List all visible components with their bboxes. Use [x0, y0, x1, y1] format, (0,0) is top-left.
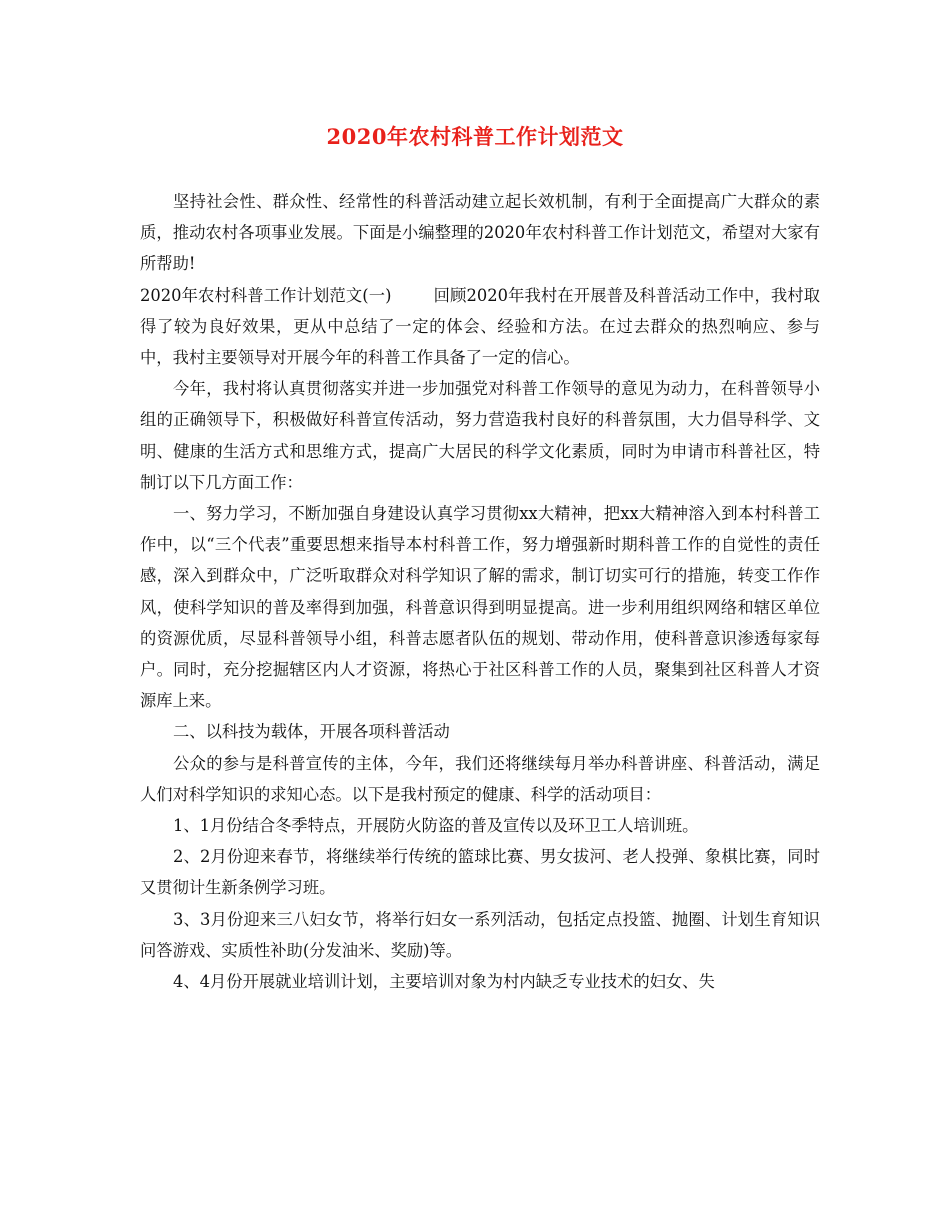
heading-two: 二、以科技为载体，开展各项科普活动 — [173, 722, 450, 742]
intro-paragraph: 坚持社会性、群众性、经常性的科普活动建立起长效机制，有利于全面提高广大群众的素质，推动农村各项事业发展。下面是小编整理的2020年农村科普工作计划范文，希望对大家有所帮助! — [140, 192, 820, 274]
study-paragraph: 一、努力学习，不断加强自身建设认真学习贯彻xx大精神，把xx大精神溶入到本村科普工作中，以“三个代表”重要思想来指导本村科普工作，努力增强新时期科普工作的自觉性的责任感，深入到群众中，广泛听取群众对科学知识了解的需求，制订切实可行的措施，转变工作作风，使科学知识的普及率得到加强，科普意识得到明显提高。进一步利用组织网络和辖区单位的资源优质，尽显科普领导小组，科普志愿者队伍的规划、带动作用，使科普意识渗透每家每户。同时，充分挖掘辖区内人才资源，将热心于社区科普工作的人员，聚集到社区科普人才资源库上来。 — [140, 504, 820, 711]
list-item-4: 4、4月份开展就业培训计划，主要培训对象为村内缺乏专业技术的妇女、失 — [173, 972, 715, 992]
document-title: 2020年农村科普工作计划范文 — [326, 124, 624, 149]
plan-paragraph: 今年，我村将认真贯彻落实并进一步加强党对科普工作领导的意见为动力，在科普领导小组的正确领导下，积极做好科普宣传活动，努力营造我村良好的科普氛围，大力倡导科学、文明、健康的生活方式和思维方式，提高广大居民的科学文化素质，同时为申请市科普社区，特制订以下几方面工作： — [140, 379, 820, 492]
section-heading: 2020年农村科普工作计划范文(一) — [140, 285, 392, 305]
section-paragraph — [140, 280, 820, 374]
section-lead: 回顾2020年我村在开展普及科普活动工作中，我村取得了较为良好效果，更从中总结了一定的体会、经验和方法。在过去群众的热烈响应、参与中，我村主要领导对开展今年的科普工作具备了一定的信心。 — [140, 285, 821, 368]
list-item-1: 1、1月份结合冬季特点，开展防火防盗的普及宣传以及环卫工人培训班。 — [173, 816, 699, 836]
document-body — [140, 186, 820, 997]
list-item-2: 2、2月份迎来春节，将继续举行传统的篮球比赛、男女拔河、老人投弹、象棋比赛，同时又贯彻计生新条例学习班。 — [140, 847, 820, 898]
list-item-3: 3、3月份迎来三八妇女节，将举行妇女一系列活动，包括定点投篮、抛圈、计划生育知识问答游戏、实质性补助(分发油米、奖励)等。 — [140, 909, 820, 960]
public-paragraph: 公众的参与是科普宣传的主体，今年，我们还将继续每月举办科普讲座、科普活动，满足人们对科学知识的求知心态。以下是我村预定的健康、科学的活动项目： — [140, 753, 820, 804]
